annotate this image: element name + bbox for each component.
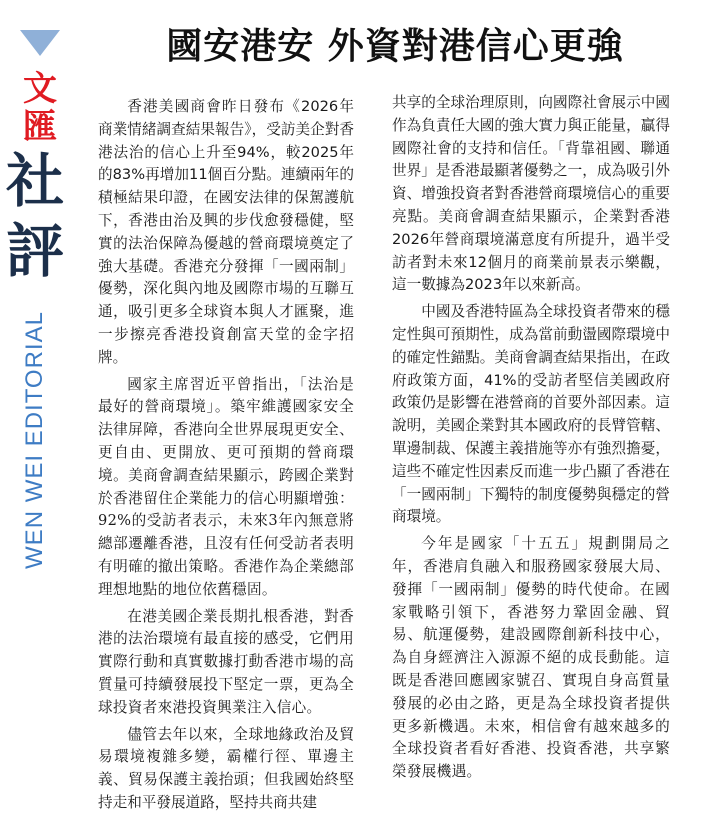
paragraph-right-2: 中國及香港特區為全球投資者帶來的穩定性與可預期性，成為當前動盪國際環境中的確定性錨點。美商會調查結果指出，在政府政策方面，41%的受訪者堅信美國政府政策仍是影響在港營商的首要外部因素。這說明，美國企業對其本國政府的長臂管轄、單邊制裁、保護主義措施等亦有強烈擔憂，這些不確定性因素反而進一步凸顯了香港在「一國兩制」下獨特的制度優勢與穩定的營商環境。 [392,303,670,526]
masthead-english-wrap [22,300,48,580]
paragraph-right-1: 共享的全球治理原則，向國際社會展示中國作為負責任大國的強大實力與正能量，贏得國際社會的支持和信任。「背靠祖國、聯通世界」是香港最顯著優勢之一，成為吸引外資、增強投資者對香港營商環境信心的重要亮點。美商會調查結果顯示，企業對香港2026年營商環境滿意度有所提升，過半受訪者對未來12個月的商業前景表示樂觀，這一數據為2023年以來新高。 [392,94,670,294]
right-column [392,92,670,788]
masthead-english: WEN WEI EDITORIAL [21,311,48,569]
masthead-brand: 文匯 [23,69,57,147]
left-column [98,96,354,819]
masthead-triangle-decoration [20,30,60,56]
paragraph-left-4: 儘管去年以來，全球地緣政治及貿易環境複雜多變，霸權行徑、單邊主義、貿易保護主義抬頭；但我國始終堅持走和平發展道路，堅持共商共建 [98,725,354,811]
paragraph-left-2: 國家主席習近平曾指出，「法治是最好的營商環境」。築牢維護國家安全法律屏障，香港向全世界展現更安全、更自由、更開放、更可預期的營商環境。美商會調查結果顯示，跨國企業對於香港留住企業能力的信心明顯增強：92%的受訪者表示，未來3年內無意將總部遷離香港，且沒有任何受訪者表明有明確的撤出策略。香港作為企業總部理想地點的地位依舊穩固。 [98,375,354,598]
paragraph-right-3: 今年是國家「十五五」規劃開局之年，香港肩負融入和服務國家發展大局、發揮「一國兩制」優勢的時代使命。在國家戰略引領下，香港努力鞏固金融、貿易、航運優勢，建設國際創新科技中心，為自身經濟注入源源不絕的成長動能。這既是香港回應國家號召、實現自身高質量發展的必由之路，更是為全球投資者提供更多新機遇。未來，相信會有越來越多的全球投資者看好香港、投資香港，共享繁榮發展機遇。 [392,535,670,781]
masthead-title: 社評 [5,147,64,285]
masthead [0,0,72,826]
paragraph-left-3: 在港美國企業長期扎根香港，對香港的法治環境有最直接的感受，它們用實際行動和真實數據打動香港市場的高質量可持續發展投下堅定一票，更為全球投資者來港投資興業注入信心。 [98,607,354,716]
paragraph-left-1: 香港美國商會昨日發布《2026年商業情緒調查結果報告》，受訪美企對香港法治的信心上升至94%，較2025年的83%再增加11個百分點。連續兩年的積極結果印證，在國安法律的保駕護航下，香港由治及興的步伐愈發穩健，堅實的法治保障為優越的營商環境奠定了強大基礎。香港充分發揮「一國兩制」優勢，深化與內地及國際市場的互聯互通，吸引更多全球資本與人才匯聚，進一步擦亮香港投資創富天堂的金字招牌。 [98,98,354,366]
headline: 國安港安 外資對港信心更強 [166,25,624,67]
